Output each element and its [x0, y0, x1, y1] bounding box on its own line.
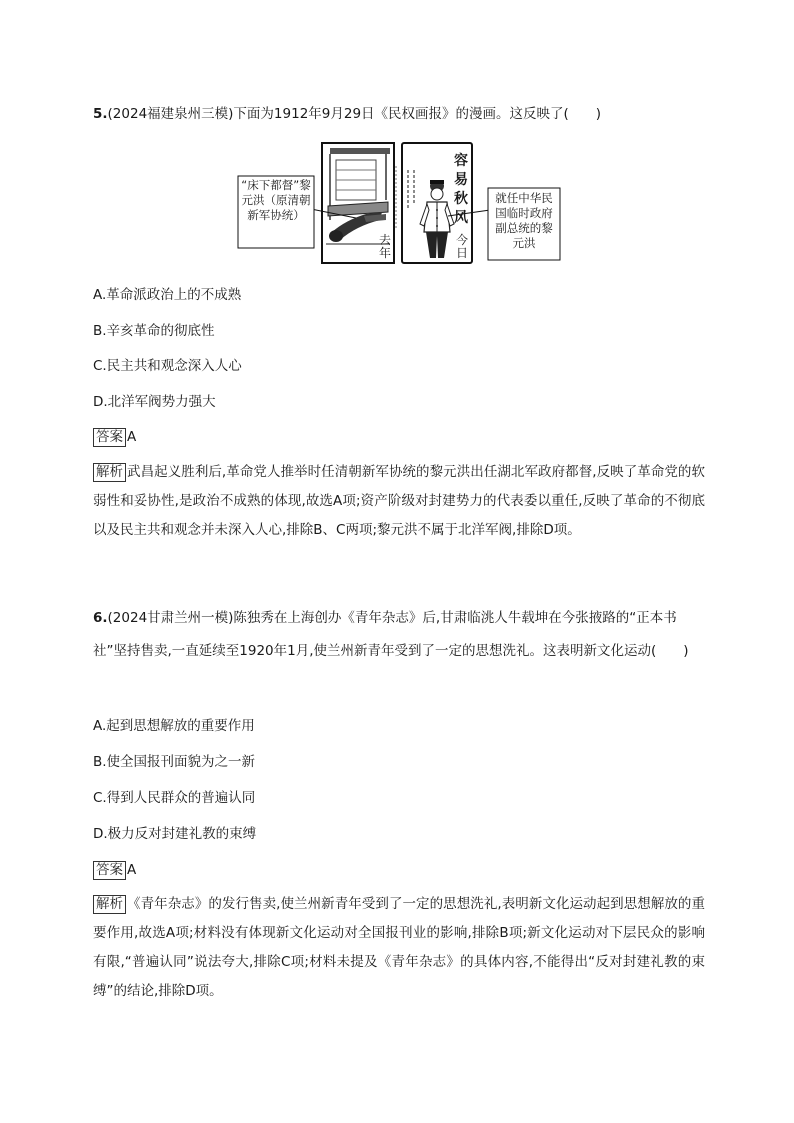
question-6-option-a: A.起到思想解放的重要作用	[93, 718, 255, 734]
question-6-answer-value: A	[127, 862, 137, 878]
question-5-explanation	[93, 458, 705, 545]
question-6-stem	[93, 602, 703, 668]
question-5-answer-value: A	[127, 429, 137, 445]
cartoon-right-panel-title: 容易秋风	[454, 153, 468, 226]
cartoon-right-panel-tag: 今日	[455, 233, 468, 260]
question-6-number: 6.	[93, 610, 108, 626]
question-5-explanation-text: 武昌起义胜利后,革命党人推举时任清朝新军协统的黎元洪出任湖北军政府都督,反映了革命党的软弱性和妥协性,是政治不成熟的体现,故选A项;资产阶级对封建势力的代表委以重任,反映了革命的不彻底以及民主共和观念并未深入人心,排除B、C两项;黎元洪不属于北洋军阀,排除D项。	[93, 464, 705, 538]
question-6-explanation	[93, 890, 705, 1006]
answer-tag: 答案	[93, 428, 126, 447]
cartoon-right-label: 就任中华民国临时政府副总统的黎元洪	[490, 191, 558, 257]
question-6-answer	[93, 860, 136, 880]
cartoon-figure	[236, 140, 566, 266]
answer-tag: 答案	[93, 861, 126, 880]
question-6-option-d: D.极力反对封建礼教的束缚	[93, 826, 257, 842]
question-5-stem	[93, 98, 703, 131]
question-6-option-b: B.使全国报刊面貌为之一新	[93, 754, 256, 770]
explanation-tag: 解析	[93, 895, 126, 914]
question-5-option-b: B.辛亥革命的彻底性	[93, 323, 215, 339]
question-6-explanation-text: 《青年杂志》的发行售卖,使兰州新青年受到了一定的思想洗礼,表明新文化运动起到思想解放的重要作用,故选A项;材料没有体现新文化运动对全国报刊业的影响,排除B项;新文化运动对下层民众的影响有限,“普遍认同”说法夸大,排除C项;材料未提及《青年杂志》的具体内容,不能得出“反对封建礼教的束缚”的结论,排除D项。	[93, 896, 705, 999]
cartoon-left-label: “床下都督”黎元洪（原清朝新军协统）	[240, 178, 312, 246]
cartoon-left-panel-tag: 去年	[378, 233, 391, 260]
question-5-option-a: A.革命派政治上的不成熟	[93, 287, 242, 303]
explanation-tag: 解析	[93, 463, 126, 482]
question-5-answer	[93, 427, 136, 447]
question-6-option-c: C.得到人民群众的普遍认同	[93, 790, 256, 806]
question-5-option-d: D.北洋军阀势力强大	[93, 394, 216, 410]
question-5-text: (2024福建泉州三模)下面为1912年9月29日《民权画报》的漫画。这反映了( )	[107, 106, 602, 122]
question-5-option-c: C.民主共和观念深入人心	[93, 358, 242, 374]
question-5-number: 5.	[93, 106, 108, 122]
question-6-text: (2024甘肃兰州一模)陈独秀在上海创办《青年杂志》后,甘肃临洮人牛载坤在今张掖路的“正本书社”坚持售卖,一直延续至1920年1月,使兰州新青年受到了一定的思想洗礼。这表明新文化运动( )	[93, 610, 689, 659]
